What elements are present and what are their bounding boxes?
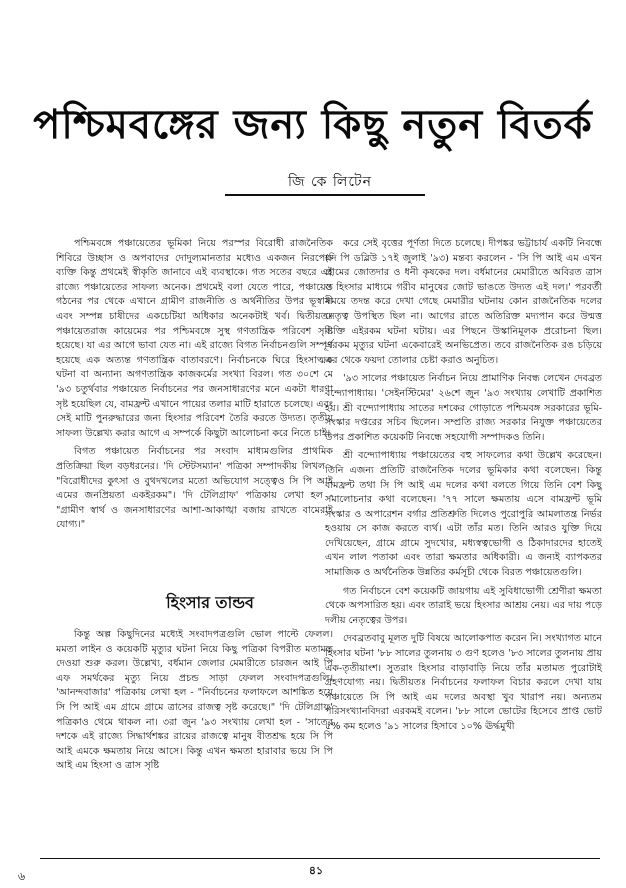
paragraph: '৯৩ সালের পঞ্চায়েত নির্বাচন নিয়ে প্রামাণিক নিবন্ধ লেখেন দেবব্রত বন্দ্যোপাধ্যায়। 'সেইনস্টিমের' ২৬শে জুন '৯৩ সংখ্যায় লেখাটি প্রকাশিত হয়। শ্রী বন্দ্যোপাধ্যায় সাতের দশকের গোড়াতে পশ্চিমবঙ্গ সরকারের ভূমি-সংস্কার দপ্তরের সচিব ছিলেন। সম্প্রতি রাজ্য সরকার নিযুক্ত পঞ্চায়েতের উপর প্রকাশিত কয়েকটি নিবন্ধে সহযোগী সম্পাদকও তিনি। <box>325 373 602 443</box>
paragraph: গত নির্বাচনে বেশ কয়েকটি জায়গায় এই সুবিধাভোগী শ্রেণীরা ক্ষমতা থেকে অপসারিত হয়। এবং তারাই ভয়ে হিংসার আশ্রয় নেয়। এর দায় পড়ে দলীয় নেতৃত্বের উপর। <box>325 585 602 626</box>
paragraph: কিন্তু অল্প কিছুদিনের মধ্যেই সংবাদপত্রগুলি ভোল পাল্টে ফেলল। মমতা লাইন ও কয়েকটি মৃত্যুর ঘটনা নিয়ে কিছু পত্রিকা বিপরীত মতামত দেওয়া শুরু করল। উল্লেখ্য, বর্ধমান জেলার মেমারীতে চারজন আই পি এফ সমর্থকের মৃত্যু নিয়ে প্রচন্ড সাড়া ফেলল সংবাদপত্রগুলি। 'আনন্দবাজার' পত্রিকায় লেখা হল - "নির্বাচনের ফলাফলে আশঙ্কিত হয়ে সি পি আই এম গ্রামে গ্রামে ত্রাসের রাজত্ব সৃষ্ট করেছে।" 'দি টেলিগ্রাফ' পত্রিকাও থেমে থাকল না। ৩রা জুন '৯৩ সংখ্যায় লেখা হল - 'সাতের দশকে এই রাজ্যে সিদ্ধার্থশঙ্কর রায়ের রাজত্বে মানুষ বীতশ্রদ্ধ হয়ে সি পি আই এমকে ক্ষমতায় নিয়ে আসে। কিন্তু এখন ক্ষমতা হারাবার ভয়ে সি পি আই এম হিংসা ও ত্রাস সৃষ্টি <box>56 629 333 772</box>
section-heading: হিংসার তান্ডব <box>166 593 254 612</box>
paragraph: বিগত পঞ্চায়েত নির্বাচনের পর সংবাদ মাধ্যমগুলির প্রাথমিক প্রতিক্রিয়া ছিল বড়ধরনের। 'দি স্টেটসম্যান' পত্রিকা সম্পাদকীয় লিখল - "বিরোধীদের কুৎসা ও বুথদখলের মতো অভিযোগ সত্ত্বেও সি পি আই এমের জনপ্রিয়তা একইরকম"। 'দি টেলিগ্রাফ' পত্রিকায় লেখা হল - "গ্রামীণ স্বার্থ ও জনসাধারণের আশা-আকাঙ্খা বজায় রাখতে বামেরাই যোগ্য।" <box>56 446 333 531</box>
paragraph: পশ্চিমবঙ্গে পঞ্চায়েতের ভূমিকা নিয়ে পরস্পর বিরোধী রাজনৈতিক শিবিরে উচ্ছাস ও অপবাদের দোদুল্যমানতার মধ্যেও একজন নিরপেক্ষ ব্যক্তি কিন্তু প্রথমেই স্বীকৃতি জানাবে এই ব্যবস্থাকে। গত সতের বছরে এই রাজ্যে পঞ্চায়েতের সাফল্য অনেক। প্রথমেই বলা যেতে পারে, পঞ্চায়েত গঠনের পর থেকে এখানে গ্রামীণ রাজনীতি ও অর্থনীতির উপর ভূস্বামী এবং সম্পন্ন চাষীদের একচেটিয়া অধিকার অনেকটাই খর্ব। দ্বিতীয়তঃ পঞ্চায়েতরাজ কায়েমের পর পশ্চিমবঙ্গে সুস্থ গণতান্ত্রিক পরিবেশ সৃষ্টি হয়েছে। যা এর আগে ভাবা যেত না। এই রাজ্যে বিগত নির্বাচনগুলি সম্পূর্ণ হয়েছে এক অত্যন্ত গণতান্ত্রিক বাতাবরণে। নির্বাচনকে ঘিরে হিংসাত্মক ঘটনা বা অন্যান্য অগণতান্ত্রিক কাজকর্মের সংখ্যা বিরল। গত ৩০শে মে '৯৩ চতুর্থবার পঞ্চায়েত নির্বাচনের পর জনসাধারণের মনে একটা ধারণা সৃষ্ট হয়েছিল যে, বামফ্রন্ট এখানে পায়ের তলার মাটি হারাতে চলেছে। এবং সেই মাটি পুনরুদ্ধারের জন্য হিংসার পরিবেশ তৈরি করতে উদ্যত। তৃতীয় সাফল্য উল্লেখ্য করার আগে এ সম্পর্কে কিছুটা আলোচনা করে নিতে চাই। <box>56 238 333 439</box>
left-column-bottom <box>56 628 333 778</box>
paragraph: দেবব্রতবাবু মূলত দুটি বিষয়ে আলোকপাত করেন নি। সংখ্যাগত মানে হিংসার ঘটনা '৮৮ সালের তুলনায় ৩ গুণ হলেও '৮৩ সালের তুলনায় প্রায় এক-তৃতীয়াংশ। সুতরাং হিংসার বাড়াবাড়ি নিয়ে তাঁর মতামত পুরোটাই গ্রহণযোগ্য নয়। দ্বিতীয়তঃ নির্বাচনের ফলাফল বিচার করলে দেখা যায় পঞ্চায়েতে সি পি আই এম দলের অবস্থা খুব খারাপ নয়। অন্যতম পরিসংখ্যানবিদরা এরকমই বলেন। '৮৮ সালে ভোটের হিসেবে প্রাপ্ত ভোট ৫% কম হলেও '৯১ সালের হিসাবে ১০% ঊর্দ্ধমুখী <box>325 633 602 732</box>
article-author: জি কে লিটেন <box>288 174 372 190</box>
article-title: পশ্চিমবঙ্গের জন্য কিছু নতুন বিতর্ক <box>33 101 593 148</box>
corner-number: ৬ <box>18 870 26 883</box>
left-column-top <box>56 237 333 537</box>
author-underline <box>225 194 425 196</box>
page-number: ৪১ <box>308 864 324 877</box>
footer-rule <box>40 858 600 859</box>
paragraph: শ্রী বন্দ্যোপাধ্যায় পঞ্চায়েতের বহু সাফল্যের কথা উল্লেখ করেছেন। তিনি এজন্য প্রতিটি রাজনৈতিক দলের ভূমিকার কথা বলেছেন। কিন্তু বামফ্রন্ট তথা সি পি আই এম দলের কথা বলতে গিয়ে তিনি বেশ কিছু সমালোচনার কথা বলেছেন। '৭৭ সালে ক্ষমতায় এসে বামফ্রন্ট ভূমি সংস্কার ও অপারেশন বর্গার প্রতিশ্রুতি দিলেও পুরোপুরি আমলাতন্ত্র নির্ভর হওয়ায় সে কাজ করতে ব্যর্থ। এটা তাঁর মত। তিনি আরও যুক্তি দিয়ে দেখিয়েছেন, গ্রামে গ্রামে সুদখোর, মধ্যস্বত্বভোগী ও ঠিকাদারদের হাতেই এখন লাল পতাকা এবং তারা ক্ষমতার অধিকারী। এ জন্যই ব্যাপকতর সামাজিক ও অর্থনৈতিক উন্নতির কর্মসূচী থেকে বিরত পঞ্চায়েতগুলি। <box>325 450 602 579</box>
paragraph: করে সেই বৃত্তের পূর্ণতা দিতে চলেছে। দীপঙ্কর ভট্টাচার্য একটি নিবন্ধে (দি পি ডব্লিউ ১৭ই জুলাই '৯৩) মন্তব্য করলেন - 'সি পি আই এম এখন গ্রামের জোতদার ও ধনী কৃষকের দল। বর্ধমানের মেমারীতে অবিরত ত্রাস ও হিংসার মাধ্যমে গরীব মানুষের জোট ভাঙতে উদ্যত এই দল।' পরবর্তী সময়ে তদন্ত করে দেখা গেছে মেমারীর ঘটনায় কোন রাজনৈতিক দলের নেতৃত্ব উপস্থিত ছিল না। আগের রাতে অতিরিক্ত মদ্যপান করে উন্মত্ত ব্যক্তি এইরকম ঘটনা ঘটায়। এর পিছনে উস্কানিমূলক প্ররোচনা ছিল। এরকম মৃত্যুর ঘটনা একেবারেই অনভিপ্রেত। তবে রাজনৈতিক রঙ চড়িয়ে এর থেকে ফয়দা তোলার চেষ্টা করাও অনুচিত। <box>325 238 602 366</box>
right-column <box>325 237 602 739</box>
